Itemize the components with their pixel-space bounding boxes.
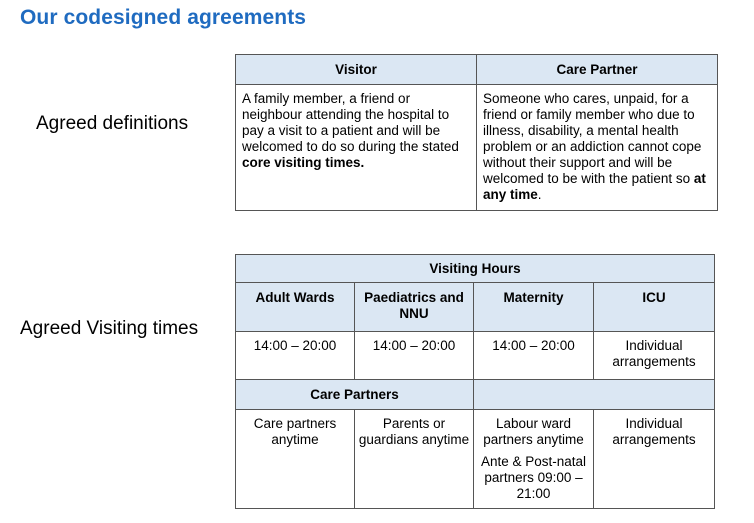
cp-icu: Individual arrangements [594, 410, 715, 509]
col-icu: ICU [594, 283, 715, 332]
cp-maternity-antenatal: Ante & Post-natal partners 09:00 – 21:00 [480, 454, 587, 501]
cp-maternity [474, 410, 594, 509]
time-maternity: 14:00 – 20:00 [474, 332, 594, 380]
visiting-hours-table [235, 254, 715, 509]
col-maternity: Maternity [474, 283, 594, 332]
cp-paediatrics: Parents or guardians anytime [355, 410, 474, 509]
col-paediatrics-nnu: Paediatrics and NNU [355, 283, 474, 332]
cp-adult-wards: Care partners anytime [236, 410, 355, 509]
visiting-hours-title: Visiting Hours [236, 255, 715, 283]
cp-maternity-labour: Labour ward partners anytime [483, 416, 584, 447]
visiting-times-label: Agreed Visiting times [20, 318, 199, 339]
care-partners-header-blank [474, 380, 715, 410]
care-partners-header: Care Partners [236, 380, 474, 410]
time-icu: Individual arrangements [594, 332, 715, 380]
visitor-header: Visitor [236, 55, 477, 85]
care-partner-header: Care Partner [477, 55, 718, 85]
visitor-definition [236, 85, 477, 211]
definitions-label: Agreed definitions [36, 113, 189, 134]
care-partner-definition-end: . [537, 187, 542, 202]
visitor-definition-text: A family member, a friend or neighbour attending the hospital to pay a visit to a patient and will be welcomed to do so during the stated [242, 91, 459, 154]
time-paediatrics: 14:00 – 20:00 [355, 332, 474, 380]
page-title: Our codesigned agreements [20, 6, 307, 29]
care-partner-definition [477, 85, 718, 211]
time-adult-wards: 14:00 – 20:00 [236, 332, 355, 380]
care-partner-definition-text: Someone who cares, unpaid, for a friend or family member who due to illness, disability, a mental health problem or an addiction cannot cope without their support and will be welcomed to be with the patient so [483, 91, 702, 186]
care-partner-definition-bold: at any time [483, 171, 706, 202]
definitions-table [235, 54, 718, 211]
visitor-definition-bold: core visiting times. [242, 155, 365, 170]
col-adult-wards: Adult Wards [236, 283, 355, 332]
